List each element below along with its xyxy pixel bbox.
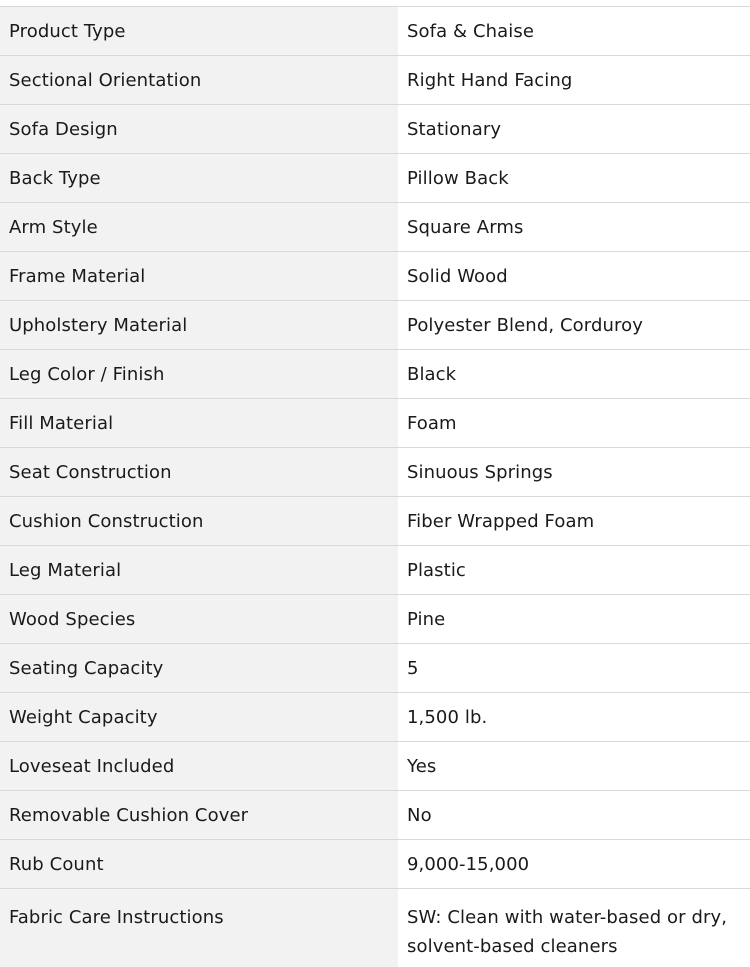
spec-value: Pillow Back [398, 154, 750, 202]
spec-value: Yes [398, 742, 750, 790]
spec-label: Arm Style [0, 203, 398, 251]
spec-row-wood-species [0, 595, 750, 644]
specifications-table [0, 6, 750, 967]
spec-row-back-type [0, 154, 750, 203]
spec-label: Leg Color / Finish [0, 350, 398, 398]
spec-value: Fiber Wrapped Foam [398, 497, 750, 545]
spec-label: Leg Material [0, 546, 398, 594]
spec-row-sofa-design [0, 105, 750, 154]
spec-label: Fabric Care Instructions [0, 889, 398, 967]
spec-row-arm-style [0, 203, 750, 252]
spec-row-product-type [0, 7, 750, 56]
spec-label: Seat Construction [0, 448, 398, 496]
spec-value: Stationary [398, 105, 750, 153]
spec-value: Polyester Blend, Corduroy [398, 301, 750, 349]
spec-row-removable-cushion-cover [0, 791, 750, 840]
spec-row-seat-construction [0, 448, 750, 497]
spec-value: Sinuous Springs [398, 448, 750, 496]
spec-row-seating-capacity [0, 644, 750, 693]
spec-row-frame-material [0, 252, 750, 301]
spec-value: Sofa & Chaise [398, 7, 750, 55]
spec-label: Sectional Orientation [0, 56, 398, 104]
spec-label: Product Type [0, 7, 398, 55]
spec-label: Wood Species [0, 595, 398, 643]
spec-row-loveseat-included [0, 742, 750, 791]
spec-value: Pine [398, 595, 750, 643]
spec-row-rub-count [0, 840, 750, 889]
spec-label: Upholstery Material [0, 301, 398, 349]
spec-label: Fill Material [0, 399, 398, 447]
spec-row-fill-material [0, 399, 750, 448]
spec-value: Square Arms [398, 203, 750, 251]
spec-label: Rub Count [0, 840, 398, 888]
spec-value: No [398, 791, 750, 839]
spec-value: Foam [398, 399, 750, 447]
spec-value: Plastic [398, 546, 750, 594]
spec-label: Frame Material [0, 252, 398, 300]
spec-value: SW: Clean with water-based or dry, solvent-based cleaners [398, 889, 750, 967]
spec-row-upholstery-material [0, 301, 750, 350]
spec-value: 9,000-15,000 [398, 840, 750, 888]
spec-value: Black [398, 350, 750, 398]
spec-label: Removable Cushion Cover [0, 791, 398, 839]
spec-row-weight-capacity [0, 693, 750, 742]
spec-value: Right Hand Facing [398, 56, 750, 104]
spec-row-leg-material [0, 546, 750, 595]
spec-row-cushion-construction [0, 497, 750, 546]
spec-row-sectional-orientation [0, 56, 750, 105]
spec-label: Loveseat Included [0, 742, 398, 790]
spec-value: 5 [398, 644, 750, 692]
spec-row-leg-color-finish [0, 350, 750, 399]
spec-label: Seating Capacity [0, 644, 398, 692]
spec-label: Weight Capacity [0, 693, 398, 741]
spec-value: Solid Wood [398, 252, 750, 300]
spec-label: Back Type [0, 154, 398, 202]
spec-value: 1,500 lb. [398, 693, 750, 741]
spec-label: Cushion Construction [0, 497, 398, 545]
spec-label: Sofa Design [0, 105, 398, 153]
spec-row-fabric-care-instructions [0, 889, 750, 967]
